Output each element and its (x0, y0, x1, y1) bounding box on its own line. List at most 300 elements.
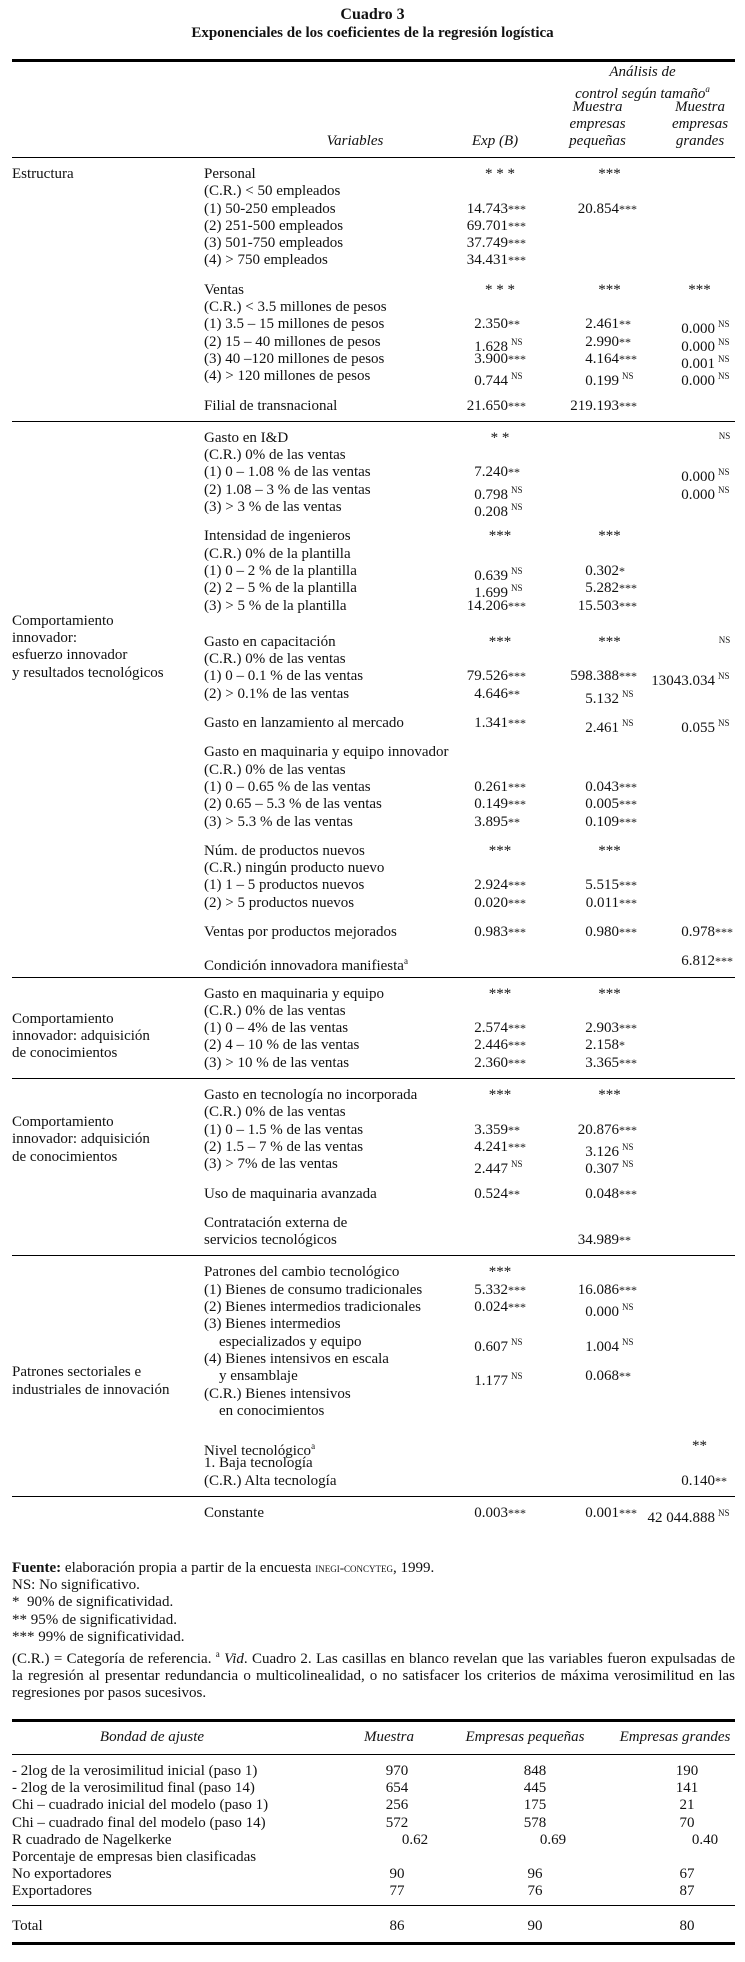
variable-text: servicios tecnológicos (204, 1232, 337, 1249)
significance-marker: *** (508, 201, 526, 216)
variable-label (204, 1351, 389, 1368)
exp-cell (450, 1186, 550, 1203)
significance-marker: NS (511, 336, 523, 347)
table-row (12, 1403, 735, 1420)
fit-sample: 90 (389, 1866, 405, 1883)
regression-table-body (12, 158, 735, 1528)
source-year: , 1999. (393, 1560, 435, 1576)
fit-large: 21 (679, 1797, 695, 1814)
table-row (12, 1264, 735, 1281)
variable-label (204, 779, 371, 796)
variable-label (204, 580, 357, 597)
exp-value: 0.524 (474, 1185, 508, 1202)
peq-value: 219.193 (570, 397, 619, 414)
peq-value: 34.989 (577, 1232, 619, 1249)
variable-label (204, 1215, 347, 1232)
peq-value: 0.302 (585, 562, 619, 579)
peq-value: 598.388 (570, 668, 619, 685)
fit-row (12, 1797, 735, 1814)
significance-marker: *** (508, 1021, 526, 1036)
variable-text: (2) 2 – 5 % de la plantilla (204, 580, 357, 597)
fit-label: R cuadrado de Nagelkerke (12, 1831, 172, 1848)
significance-marker: ** (508, 317, 520, 332)
table-row (12, 398, 735, 415)
fit-table-body (12, 1763, 735, 1901)
peq-value: 20.876 (577, 1121, 619, 1138)
exp-cell (450, 1156, 550, 1178)
significance-marker: *** (619, 779, 637, 794)
peq-value: 0.307 (585, 1161, 619, 1178)
fit-small: 0.69 (539, 1831, 567, 1848)
peq-value: 3.365 (585, 1054, 619, 1071)
fit-large: 67 (679, 1866, 695, 1883)
peq-cell (556, 1020, 661, 1037)
peq-cell (556, 1055, 661, 1072)
significance-marker: NS (511, 1371, 523, 1382)
table-section (12, 1256, 735, 1497)
variable-label (204, 762, 346, 779)
exp-cell (450, 1139, 550, 1156)
exp-cell (450, 351, 550, 368)
significance-marker: NS (622, 1302, 634, 1313)
peq-cell (556, 1037, 661, 1054)
variable-label (204, 1156, 338, 1173)
table-row (12, 1215, 735, 1232)
table-row (12, 1333, 735, 1355)
table-notes (12, 1559, 735, 1703)
variable-text: (C.R.) Alta tecnología (204, 1472, 337, 1489)
variable-label (204, 895, 354, 912)
variable-label (204, 447, 346, 464)
significance-marker: NS (622, 1141, 634, 1152)
significance-marker: *** (619, 797, 637, 812)
variable-text: (1) 0 – 1.08 % de las ventas (204, 464, 371, 481)
fit-row (12, 1849, 735, 1866)
table-row (12, 580, 735, 602)
peq-cell (556, 877, 661, 894)
fit-header-rule (12, 1754, 735, 1755)
exp-cell (450, 924, 550, 941)
significance-marker: *** (508, 398, 526, 413)
peq-cell (556, 1186, 661, 1203)
variable-text: 1. Baja tecnología (204, 1455, 313, 1472)
variable-group (12, 924, 735, 941)
variable-text: (2) 0.65 – 5.3 % de las ventas (204, 796, 382, 813)
fit-row (12, 1780, 735, 1797)
variable-label (219, 1403, 324, 1420)
variable-label (204, 986, 384, 1003)
variable-text: Gasto en capacitación (204, 633, 336, 650)
header-line: empresas (671, 116, 729, 132)
table-row (12, 924, 735, 941)
variable-text: especializados y equipo (219, 1333, 362, 1350)
exp-cell (450, 1505, 550, 1522)
fit-small: 76 (527, 1883, 543, 1900)
variable-label (204, 252, 328, 269)
variable-text: Gasto en I&D (204, 429, 289, 446)
exp-cell (450, 1037, 550, 1054)
significance-marker: *** (508, 236, 526, 251)
exp-value: 2.447 (474, 1161, 508, 1178)
fit-label: - 2log de la verosimilitud inicial (paso 1) (12, 1763, 258, 1779)
variable-text: (2) > 5 productos nuevos (204, 894, 355, 911)
group-header-line1: Análisis de (609, 64, 676, 80)
significance-marker: *** (508, 598, 526, 613)
variable-label (204, 1455, 313, 1472)
variable-label (204, 183, 340, 200)
significance-marker: NS (622, 1159, 634, 1170)
header-line: empresas (569, 116, 626, 132)
significance-marker: *** (619, 1506, 637, 1520)
variable-text: (4) > 750 empleados (204, 252, 328, 269)
significance-marker: *** (508, 716, 526, 731)
table-row (12, 499, 735, 521)
significance-marker: *** (619, 1055, 637, 1070)
variable-label (204, 218, 343, 235)
exp-value: 2.924 (474, 877, 508, 894)
variable-group (12, 1505, 735, 1526)
peq-value: 5.132 (585, 690, 619, 707)
exp-value: 1.341 (474, 715, 508, 732)
fit-large: 87 (679, 1883, 695, 1900)
significance-marker: ** (508, 686, 520, 701)
exp-cell (450, 316, 550, 333)
sig-note-99: *** 99% de significatividad. (12, 1628, 185, 1645)
variable-group (12, 1087, 735, 1178)
variable-text: (1) 0 – 4% de las ventas (204, 1020, 349, 1037)
significance-marker: ** (619, 317, 631, 332)
significance-marker: *** (508, 895, 526, 910)
variable-label (204, 316, 384, 333)
fit-total-row (12, 1918, 735, 1935)
table-row (12, 953, 735, 975)
variable-text: (4) Bienes intensivos en escala (204, 1350, 389, 1367)
significance-marker: *** (508, 1055, 526, 1070)
peq-significance: *** (598, 528, 621, 545)
peq-significance: *** (598, 166, 621, 182)
variable-text: (1) 3.5 – 15 millones de pesos (204, 316, 385, 333)
peq-cell (556, 598, 661, 615)
variable-text: (3) > 3 % de las ventas (204, 499, 342, 516)
variable-label (204, 1186, 377, 1203)
peq-significance: *** (598, 985, 621, 1002)
table-row (12, 651, 735, 668)
table-row (12, 1473, 735, 1490)
vid-text: Vid (224, 1651, 244, 1668)
table-row (12, 634, 735, 651)
peq-value: 0.005 (585, 796, 619, 813)
peq-cell (556, 1368, 661, 1385)
table-section (12, 1079, 735, 1256)
variable-text: (C.R.) ningún producto nuevo (204, 860, 385, 877)
significance-marker: *** (619, 1122, 637, 1137)
variable-label (204, 1473, 336, 1490)
variable-label (204, 398, 337, 415)
significance-marker: ** (508, 1186, 520, 1201)
gra-value: 0.000 (681, 486, 715, 503)
table-row (12, 796, 735, 813)
table-row (12, 350, 735, 372)
footnote-marker: a (215, 1649, 220, 1660)
variable-group (12, 281, 735, 390)
fit-header (12, 1729, 735, 1746)
variable-label (204, 1037, 359, 1054)
variable-label (204, 686, 349, 703)
table-number: Cuadro 3 (340, 6, 405, 23)
peq-value: 2.158 (585, 1037, 619, 1054)
exp-value: 21.650 (466, 397, 508, 414)
fit-label: Chi – cuadrado inicial del modelo (paso 1) (12, 1797, 269, 1814)
variable-text: Ventas por productos mejorados (204, 923, 397, 940)
variable-text: (C.R.) < 50 empleados (204, 183, 341, 200)
reference-note-b: . Cuadro 2. Las casillas en blanco revelan que las variables fueron expulsadas de la regresión al presentar redundancia o multicolinealidad, o no satisfacer los criterios de máxima verosimilitud en las regresiones por pasos sucesivos. (12, 1651, 736, 1702)
exp-cell (450, 686, 550, 703)
fit-small: 175 (523, 1797, 547, 1814)
fit-bottom-rule (12, 1942, 735, 1945)
table-row (12, 1104, 735, 1121)
exp-value: 34.431 (466, 252, 508, 269)
significance-marker: *** (619, 351, 637, 366)
gra-cell (635, 368, 735, 390)
exp-value: 0.149 (474, 796, 508, 813)
peq-cell (556, 563, 661, 580)
fit-header-sample: Muestra (364, 1729, 414, 1745)
significance-marker: NS (511, 565, 523, 576)
peq-value: 2.461 (585, 720, 619, 737)
table-row (12, 166, 735, 183)
exp-value: 37.749 (466, 235, 508, 252)
variable-label (204, 598, 347, 615)
fit-large: 190 (675, 1763, 699, 1779)
variable-text: Intensidad de ingenieros (204, 528, 351, 545)
peq-value: 5.282 (585, 580, 619, 597)
fit-large: 141 (675, 1780, 699, 1797)
exp-cell (450, 598, 550, 615)
exp-value: 0.744 (474, 373, 508, 390)
variable-text: (C.R.) 0% de las ventas (204, 1002, 346, 1019)
table-row (12, 1003, 735, 1020)
variable-text: (1) 0 – 2 % de la plantilla (204, 562, 357, 579)
exp-cell (450, 464, 550, 481)
variable-label (204, 1020, 348, 1037)
footnote-marker: a (403, 956, 408, 967)
fit-sample: 572 (385, 1814, 409, 1831)
significance-marker: *** (508, 1300, 526, 1315)
variable-label (204, 1055, 349, 1072)
significance-marker: *** (508, 1282, 526, 1297)
variable-text: Núm. de productos nuevos (204, 842, 365, 859)
variable-group (12, 528, 735, 614)
variable-label (204, 546, 351, 563)
significance-marker: *** (508, 351, 526, 366)
fit-label: Chi – cuadrado final del modelo (paso 14) (12, 1814, 266, 1831)
section-label-line: Estructura (12, 166, 74, 182)
variable-text: Gasto en maquinaria y equipo innovador (204, 744, 449, 761)
table-row (12, 235, 735, 252)
significance-marker: *** (715, 924, 733, 939)
fit-small: 848 (523, 1763, 547, 1779)
significance-marker: *** (619, 878, 637, 893)
significance-marker: ** (508, 1122, 520, 1137)
variable-group (12, 429, 735, 521)
header-small-firms (555, 99, 640, 150)
variable-label (204, 1282, 422, 1299)
fit-header-small: Empresas pequeñas (465, 1729, 585, 1745)
gra-value: 42 044.888 (647, 1510, 715, 1526)
table-row (12, 598, 735, 615)
significance-marker: ** (508, 465, 520, 480)
table-section (12, 422, 735, 978)
significance-marker: *** (508, 669, 526, 684)
variable-text: (1) 50-250 empleados (204, 200, 336, 217)
variable-text: (1) Bienes de consumo tradicionales (204, 1281, 423, 1298)
peq-cell (556, 686, 661, 708)
header-line: Muestra (572, 99, 623, 115)
variable-group (12, 166, 735, 270)
exp-cell (450, 895, 550, 912)
peq-value: 1.004 (585, 1338, 619, 1355)
significance-marker: *** (619, 581, 637, 596)
fit-sample: 0.62 (401, 1831, 429, 1848)
variable-label (204, 843, 365, 860)
significance-marker: *** (508, 1139, 526, 1154)
variable-group (12, 953, 735, 975)
peq-value: 5.515 (585, 877, 619, 894)
variable-label (204, 528, 351, 545)
exp-value: 3.359 (474, 1121, 508, 1138)
exp-value: 4.646 (474, 685, 508, 702)
table-row (12, 368, 735, 390)
peq-cell (556, 1282, 661, 1299)
section-label-line: de conocimientos (12, 1148, 118, 1165)
exp-value: 2.350 (474, 316, 508, 333)
variable-text: (3) > 10 % de las ventas (204, 1054, 350, 1071)
variable-label (204, 668, 363, 685)
variable-label (204, 1122, 363, 1139)
significance-marker: *** (619, 598, 637, 613)
variable-text: (3) 40 –120 millones de pesos (204, 350, 385, 367)
table-row (12, 877, 735, 894)
peq-cell (556, 1156, 661, 1178)
variable-label (204, 464, 371, 481)
table-row (12, 1316, 735, 1333)
significance-marker: NS (718, 336, 730, 347)
table-row (12, 1020, 735, 1037)
significance-marker: *** (619, 1282, 637, 1297)
exp-significance: *** (488, 842, 512, 859)
peq-value: 0.109 (585, 813, 619, 830)
exp-cell (450, 368, 550, 390)
source-org: inegi-concyteg (315, 1560, 394, 1575)
exp-significance: * * * (485, 281, 515, 298)
significance-marker: NS (718, 353, 730, 364)
variable-label (219, 1368, 298, 1385)
exp-value: 0.024 (474, 1299, 508, 1316)
exp-cell (450, 1299, 550, 1316)
significance-marker: NS (622, 371, 634, 382)
table-row (12, 1232, 735, 1249)
exp-value: 0.607 (474, 1338, 508, 1355)
header-line: Muestra (675, 99, 725, 115)
exp-value: 0.261 (474, 778, 508, 795)
fit-total-sample: 86 (389, 1918, 405, 1934)
exp-cell (450, 398, 550, 415)
variable-text: Personal (204, 166, 256, 182)
peq-cell (556, 580, 661, 597)
peq-value: 2.990 (585, 333, 619, 350)
variable-label (204, 563, 357, 580)
table-row (12, 860, 735, 877)
section-label-line: de conocimientos (12, 1045, 118, 1062)
exp-cell (450, 796, 550, 813)
exp-significance: *** (488, 528, 512, 545)
variable-label (204, 299, 387, 316)
variable-text: (3) Bienes intermedios (204, 1316, 341, 1333)
table-row (12, 1087, 735, 1104)
header-large-firms (660, 99, 740, 150)
source-note (12, 1559, 735, 1577)
fit-total-small: 90 (527, 1918, 543, 1934)
significance-marker: *** (508, 1038, 526, 1053)
variable-text: (2) > 0.1% de las ventas (204, 685, 350, 702)
variable-label (204, 166, 256, 183)
exp-cell (450, 1020, 550, 1037)
peq-value: 0.199 (585, 373, 619, 390)
variable-group (12, 398, 735, 415)
peq-cell (556, 814, 661, 831)
sig-note-90: * 90% de significatividad. (12, 1594, 174, 1611)
variable-group (12, 986, 735, 1072)
group-header (550, 64, 735, 103)
exp-cell (450, 252, 550, 269)
gra-value: 0.000 (681, 338, 715, 355)
variable-label (204, 430, 288, 447)
table-row (12, 562, 735, 584)
fit-total-label: Total (12, 1918, 43, 1934)
gra-significance: *** (688, 281, 711, 298)
significance-marker: ** (619, 334, 631, 349)
fit-total-rule (12, 1905, 735, 1906)
exp-value: 1.628 (474, 338, 508, 355)
section-label-line: industriales de innovación (12, 1381, 170, 1398)
variable-label (204, 1505, 264, 1522)
variable-label (204, 1003, 346, 1020)
exp-significance: * * * (485, 166, 515, 182)
variable-label (204, 334, 381, 351)
peq-significance: *** (598, 633, 621, 650)
table-row (12, 218, 735, 235)
gra-cell (635, 715, 735, 737)
exp-significance: *** (488, 985, 512, 1002)
variable-group (12, 715, 735, 737)
peq-value: 0.001 (585, 1505, 619, 1521)
variable-text: (3) > 5 % de la plantilla (204, 597, 347, 614)
peq-significance: *** (598, 1087, 621, 1104)
variable-text: Constante (204, 1505, 264, 1521)
variable-text: (1) 0 – 0.1 % de las ventas (204, 668, 364, 685)
section-label-line: innovador: adquisición (12, 1027, 150, 1044)
table-row (12, 1037, 735, 1054)
peq-value: 15.503 (577, 597, 619, 614)
gra-value: 13043.034 (651, 673, 715, 690)
significance-marker: *** (619, 669, 637, 684)
variable-text: (2) 251-500 empleados (204, 217, 344, 234)
exp-value: 2.360 (474, 1054, 508, 1071)
table-section (12, 158, 735, 422)
peq-value: 16.086 (577, 1281, 619, 1298)
gra-significance: ** (692, 1438, 707, 1455)
exp-value: 3.900 (474, 350, 508, 367)
